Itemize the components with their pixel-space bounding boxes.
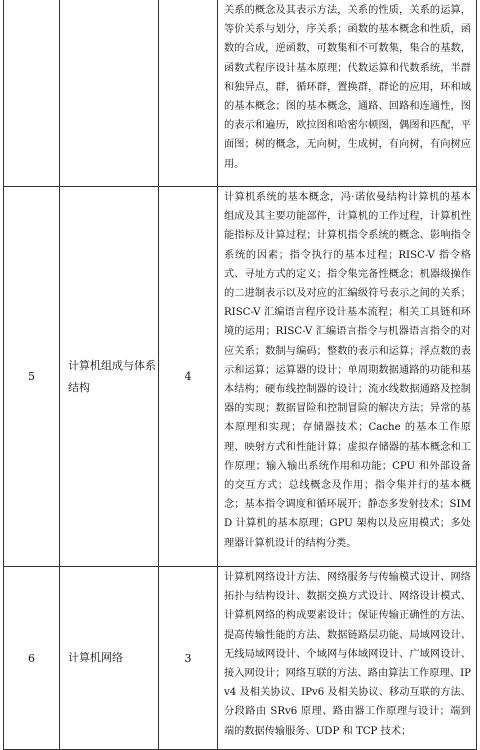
course-content-cell: 关系的概念及其表示方法，关系的性质，关系的运算，等价关系与划分，序关系；函数的基本概念和性质，函数的合成，逆函数，可数集和不可数集，集合的基数，函数式程序设计基本原理；代数运算和代数系统，半群和独异点，群，循环群，置换群，群论的应用，环和域的基本概念；图的基本概念，通路、回路和连通性，图的表示和遍历，欧拉图和哈密尔顿图，偶图和匹配，平面图；树的概念，无向树，生成树，有向树，有向树应用。 [218, 0, 477, 187]
course-name-cell: 计算机组成与体系结构 [60, 187, 159, 567]
course-index-cell: 5 [4, 187, 60, 567]
course-content-cell: 计算机网络设计方法、网络服务与传输模式设计、网络拓扑与结构设计、数据交换方式设计、网络设计模式、计算机网络的构成要素设计；保证传输正确性的方法、提高传输性能的方法、数据链路层功能、局域网设计、无线局域网设计、个域网与体域网设计、广域网设计、接入网设计；网络互联的方法、路由算法工作原理、IPv4 及相关协议、IPv6 及相关协议、移动互联的方法、分段路由 SRv6 原理、路由器工作原理与设计；端到端的数据传输服务、UDP 和 TCP 技术； [218, 567, 477, 750]
table-row [4, 0, 477, 187]
course-credits-cell: 3 [159, 567, 218, 750]
course-credits-cell [159, 0, 218, 187]
course-index-cell: 6 [4, 567, 60, 750]
course-name-cell [60, 0, 159, 187]
course-content-cell: 计算机系统的基本概念，冯·诺依曼结构计算机的基本组成及其主要功能部件，计算机的工作过程，计算机性能指标及计算过程；计算机指令系统的概念、影响指令系统的因素；指令执行的基本过程；RISC-V 指令格式、寻址方式的定义；指令集完备性概念；机器级操作的二进制表示以及对应的汇编级符号表示之间的关系；RISC-V 汇编语言程序设计基本流程；相关工具链和环境的运用；RISC-V 汇编语言指令与机器语言指令的对应关系；数制与编码；整数的表示和运算；浮点数的表示和运算；运算器的设计；单周期数据通路的功能和基本结构；硬布线控制器的设计；流水线数据通路及控制器的实现；数据冒险和控制冒险的解决方法；异常的基本原理和实现；存储器技术；Cache 的基本工作原理、映射方式和性能计算；虚拟存储器的基本概念和工作原理；输入输出系统作用和功能；CPU 和外部设备的交互方式；总线概念及作用；指令集并行的基本概念；基本指令调度和循环展开；静态多发射技术；SIMD 计算机的基本原理；GPU 架构以及应用模式；多处理器计算机设计的结构分类。 [218, 187, 477, 567]
table-row [4, 567, 477, 750]
course-table [3, 0, 477, 750]
table-row [4, 187, 477, 567]
course-name-cell: 计算机网络 [60, 567, 159, 750]
course-index-cell [4, 0, 60, 187]
course-credits-cell: 4 [159, 187, 218, 567]
